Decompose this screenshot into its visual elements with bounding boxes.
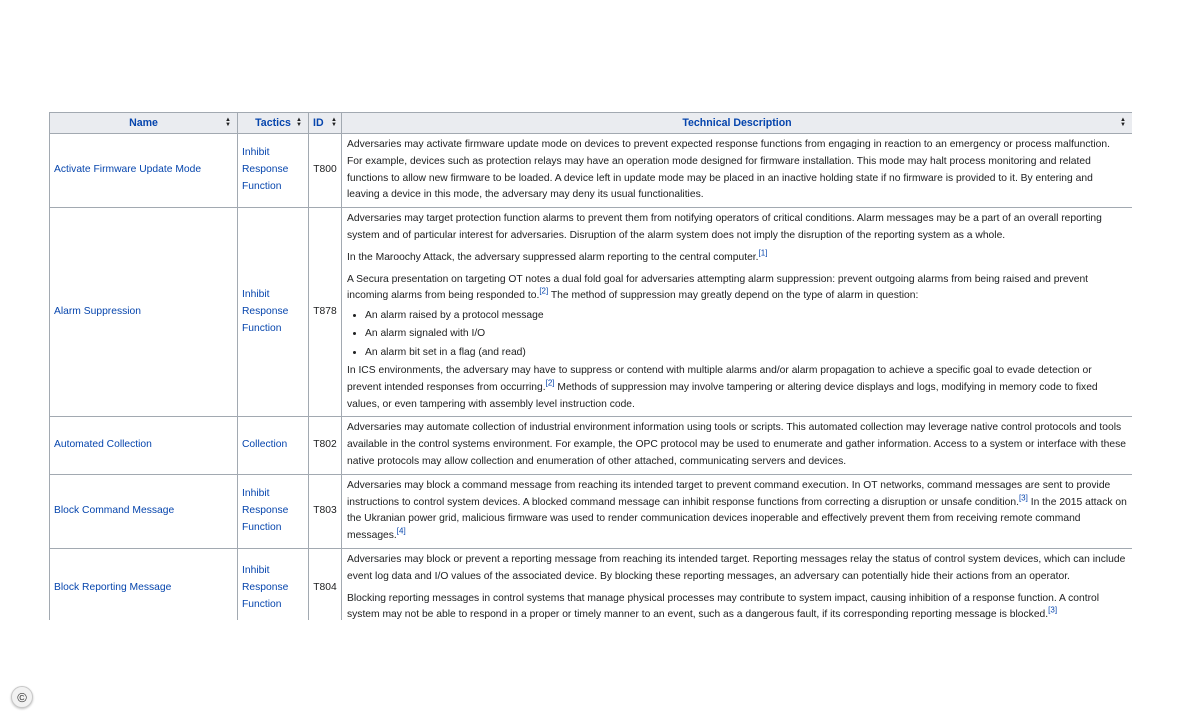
technique-name-cell: [50, 208, 238, 417]
description-paragraph: Adversaries may automate collection of industrial environment information using tools or scripts. This automated collection may leverage native control protocols and tools available in the control systems environment. For example, the OPC protocol may be used to enumerate and gather information. Access to a system or interface with these native protocols may allow collection and enumeration of other attached, communicating servers and devices.: [347, 422, 1126, 468]
paragraph-text: In ICS environments, the adversary may have to suppress or contend with multiple alarms and/or alarm propagation to achieve a specific goal to evade detection or prevent intended responses from occurring.: [347, 365, 1092, 393]
citation-link[interactable]: [2]: [539, 286, 549, 296]
citation-link[interactable]: [1]: [758, 248, 768, 258]
table-row: [50, 474, 1133, 548]
sort-icon[interactable]: ▲ ▼: [331, 117, 337, 128]
technique-name-cell: [50, 417, 238, 474]
description-paragraph: [347, 591, 1127, 620]
tactic-link[interactable]: Inhibit Response Function: [242, 488, 289, 533]
tactic-cell: [238, 417, 309, 474]
column-header-id[interactable]: ID ▲ ▼: [309, 113, 342, 134]
description-paragraph: Adversaries may activate firmware update mode on devices to prevent expected response functions from engaging in reaction to an emergency or process malfunction. For example, devices such as protection relays may have an operation mode designed for firmware installation. This mode may halt process monitoring and related functions to allow new firmware to be loaded. A device left in update mode may be placed in an inactive holding state if no firmware is provided to it. By entering and leaving a device in this mode, the adversary may deny its usual functionalities.: [347, 139, 1110, 201]
paragraph-text: In the Maroochy Attack, the adversary suppressed alarm reporting to the central computer.: [347, 251, 759, 263]
table-row: [50, 134, 1133, 208]
paragraph-text: Blocking reporting messages in control systems that manage physical processes may contribute to system impact, causing inhibition of a response function. A control system may not be able to respond in a proper or timely manner to an event, such as a dangerous fault, if its corresponding reporting message is blocked.: [347, 592, 1100, 620]
tactic-link[interactable]: Inhibit Response Function: [242, 289, 289, 334]
technique-id: T804: [309, 549, 342, 620]
technique-name-cell: [50, 134, 238, 208]
technique-id: T803: [309, 474, 342, 548]
table-row: [50, 549, 1133, 620]
table-row: [50, 417, 1133, 474]
column-header-description[interactable]: Technical Description ▲ ▼: [342, 113, 1133, 134]
techniques-table: [49, 112, 1132, 620]
tactic-link[interactable]: Inhibit Response Function: [242, 564, 289, 610]
technique-name-link[interactable]: Automated Collection: [54, 439, 152, 451]
technique-description: [342, 208, 1133, 417]
technique-name-link[interactable]: Block Command Message: [54, 505, 175, 517]
techniques-table-container: [49, 112, 1132, 620]
technique-id: T802: [309, 417, 342, 474]
description-paragraph: [347, 250, 1127, 267]
technique-id: T878: [309, 208, 342, 417]
description-paragraph: Adversaries may block or prevent a reporting message from reaching its intended target. Reporting messages relay the status of control system devices, which can include event log data and I/O values of the associated device. By blocking these reporting messages, an adversary can potentially hide their actions from an operator.: [347, 554, 1126, 582]
technique-id: T800: [309, 134, 342, 208]
copyright-icon: ©: [11, 686, 33, 708]
list-item: • An alarm raised by a protocol message: [365, 308, 1127, 325]
column-header-name[interactable]: Name ▲ ▼: [50, 113, 238, 134]
list-item: • An alarm signaled with I/O: [365, 326, 1127, 343]
column-header-tactics[interactable]: Tactics ▲ ▼: [238, 113, 309, 134]
tactic-cell: [238, 474, 309, 548]
tactic-cell: [238, 134, 309, 208]
tactic-link[interactable]: Inhibit Response Function: [242, 147, 289, 192]
paragraph-text: Adversaries may block a command message from reaching its intended target to prevent command execution. In OT networks, command messages are sent to provide instructions to control system devices. A blocked command message can inhibit response functions from correcting a disruption or unsafe condition.: [347, 479, 1111, 508]
technique-description: [342, 474, 1133, 548]
description-paragraph: [347, 363, 1127, 413]
technique-description: [342, 549, 1133, 620]
citation-link[interactable]: [3]: [1048, 606, 1058, 615]
technique-name-link[interactable]: Activate Firmware Update Mode: [54, 164, 202, 176]
paragraph-text: The method of suppression may greatly depend on the type of alarm in question:: [548, 290, 919, 302]
citation-link[interactable]: [3]: [1018, 493, 1028, 503]
paragraph-text: Methods of suppression may involve tampering or altering device displays and logs, modifying in memory code to fixed values, or even tampering with assembly level instruction code.: [347, 381, 1098, 410]
sort-icon[interactable]: ▲ ▼: [296, 117, 302, 128]
tactic-cell: [238, 549, 309, 620]
technique-name-link[interactable]: Block Reporting Message: [54, 581, 172, 593]
description-paragraph: [347, 272, 1127, 306]
technique-description: [342, 417, 1133, 474]
paragraph-text: In the 2015 attack on the Ukranian power grid, malicious firmware was used to render communication devices inoperable and effectively prevent them from receiving remote command messages.: [347, 496, 1127, 542]
paragraph-text: A Secura presentation on targeting OT notes a dual fold goal for adversaries attempting alarm suppression: prevent outgoing alarms from being raised and prevent incoming alarms from being responded to.: [347, 273, 1089, 302]
tactic-link[interactable]: Collection: [242, 439, 288, 451]
technique-name-cell: [50, 474, 238, 548]
technique-description: [342, 134, 1133, 208]
technique-name-cell: [50, 549, 238, 620]
sort-icon[interactable]: ▲ ▼: [225, 117, 231, 128]
citation-link[interactable]: [2]: [545, 378, 555, 388]
sort-icon[interactable]: ▲ ▼: [1120, 117, 1126, 128]
technique-name-link[interactable]: Alarm Suppression: [54, 305, 141, 317]
tactic-cell: [238, 208, 309, 417]
list-item: • An alarm bit set in a flag (and read): [365, 345, 1127, 362]
alarm-type-list: [347, 308, 1127, 361]
table-header-row: [50, 113, 1133, 134]
description-paragraph: [347, 478, 1127, 545]
table-row: [50, 208, 1133, 417]
description-paragraph: Adversaries may target protection function alarms to prevent them from notifying operators of critical conditions. Alarm messages may be a part of an overall reporting system and of particular interest for adversaries. Disruption of the alarm system does not imply the disruption of the reporting system as a whole.: [347, 213, 1102, 241]
citation-link[interactable]: [4]: [396, 526, 406, 536]
